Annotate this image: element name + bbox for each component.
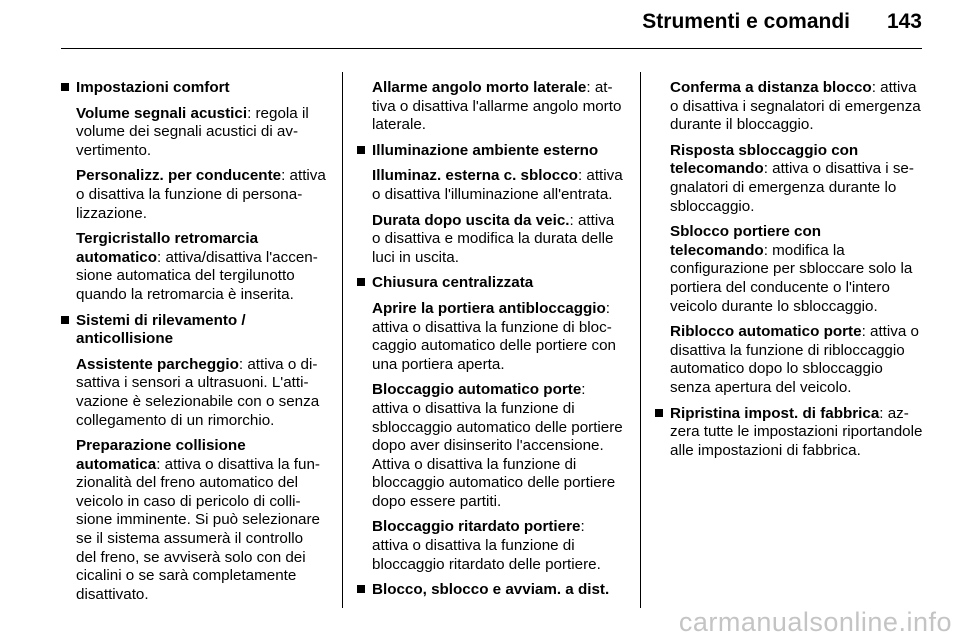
section-title: Blocco, sblocco e avviam. a dist. <box>372 581 610 599</box>
setting-entry <box>372 381 624 511</box>
setting-entry <box>655 142 923 216</box>
bullet-icon <box>357 146 365 154</box>
column-divider <box>342 72 343 608</box>
setting-term: Riblocco automatico porte <box>670 323 862 341</box>
setting-description: : attiva o disattiva la funzione di personalizzazione. <box>76 167 326 222</box>
setting-description: : attiva o disattiva la funzionalità del freno automatico del veicolo in caso di pericolo di collisione imminente. Si può selezionare se il sistema assumerà il controllo del freno, se avviserà solo con dei cicalini o se sarà completamente disattivato. <box>76 455 320 603</box>
setting-entry <box>76 437 326 604</box>
section-title: Illuminazione ambiente esterno <box>372 141 599 159</box>
section-title: Ripristina impost. di fabbrica <box>670 404 880 422</box>
setting-term: Assistente parcheggio <box>76 355 239 373</box>
setting-entry <box>76 356 326 430</box>
bullet-icon <box>61 316 69 324</box>
page-number: 143 <box>886 10 922 33</box>
setting-term: Risposta sbloccaggio con telecomando <box>670 141 859 178</box>
section-title: Sistemi di rilevamento / anticollisione <box>76 311 246 348</box>
setting-term: Personalizz. per conducente <box>76 167 282 185</box>
setting-entry <box>76 230 326 304</box>
setting-description: : attiva o disattiva l'allarme angolo morto laterale. <box>372 79 622 134</box>
text-column-3 <box>655 79 923 467</box>
setting-description: : attiva o disattiva l'illuminazione all'entrata. <box>372 167 623 203</box>
bullet-icon <box>357 585 365 593</box>
text-column-1 <box>61 79 326 611</box>
section-exterior-lighting <box>357 142 624 268</box>
setting-entry <box>372 212 624 268</box>
setting-term: Tergicristallo retromarcia automatico <box>76 230 259 266</box>
section-detection <box>61 312 326 605</box>
bullet-icon <box>357 278 365 286</box>
setting-description: : attiva/disattiva l'accensione automatica del tergilunotto quando la retromarcia è inserita. <box>76 248 318 303</box>
setting-term: Aprire la portiera antibloccaggio <box>372 299 606 317</box>
setting-description: : attiva o disattiva i sensori a ultrasuoni. L'attivazione è selezionabile con o senza collegamento di un rimorchio. <box>76 355 320 429</box>
setting-description: : attiva o disattiva e modifica la durata delle luci in uscita. <box>372 211 615 266</box>
column-divider <box>640 72 641 608</box>
setting-entry <box>357 79 624 135</box>
setting-description: : attiva o disattiva i segnalatori di emergenza durante lo sbloccaggio. <box>670 160 914 215</box>
section-central-locking <box>357 274 624 574</box>
setting-entry <box>372 300 624 374</box>
header-divider <box>61 48 922 49</box>
setting-term: Durata dopo uscita da veic. <box>372 211 570 229</box>
setting-entry <box>76 167 326 223</box>
section-title: Chiusura centralizzata <box>372 274 534 292</box>
section-remote-lock <box>357 581 624 600</box>
setting-term: Allarme angolo morto laterale <box>372 79 587 96</box>
setting-description: : attiva o disattiva la funzione di ribloccaggio automatico dopo lo sbloccaggio senza apertura del veicolo. <box>670 323 919 396</box>
setting-description: : azzera tutte le impostazioni riportandole alle impostazioni di fabbrica. <box>670 404 923 459</box>
watermark: carmanualsonline.info <box>678 607 952 637</box>
setting-entry <box>76 105 326 161</box>
section-factory-reset <box>655 405 923 461</box>
setting-term: Bloccaggio automatico porte <box>372 381 582 399</box>
setting-term: Bloccaggio ritardato portiere <box>372 518 581 536</box>
bullet-icon <box>655 409 663 417</box>
setting-description: : attiva o disattiva la funzione di bloccaggio automatico delle portiere con una portiera aperta. <box>372 299 616 373</box>
bullet-icon <box>61 83 69 91</box>
setting-term: Volume segnali acustici <box>76 104 248 122</box>
setting-entry <box>372 167 624 204</box>
setting-description: : attiva o disattiva i segnalatori di emergenza durante il bloccaggio. <box>670 79 921 134</box>
setting-term: Sblocco portiere con telecomando <box>670 223 822 259</box>
setting-description: : attiva o disattiva la funzione di sbloccaggio automatico delle portiere dopo aver disinserito l'accensione. Attiva o disattiva la funzione di bloccaggio automatico delle portiere dopo essere partiti. <box>372 381 623 510</box>
setting-description: : regola il volume dei segnali acustici di avvertimento. <box>76 104 309 159</box>
section-title: Impostazioni comfort <box>76 79 230 96</box>
text-column-2 <box>357 79 624 607</box>
setting-entry <box>372 518 624 574</box>
setting-entry <box>655 323 923 397</box>
setting-term: Conferma a distanza blocco <box>670 79 872 96</box>
setting-entry <box>655 79 923 135</box>
setting-entry <box>655 223 923 316</box>
setting-description: : attiva o disattiva la funzione di bloccaggio ritardato delle portiere. <box>372 518 601 573</box>
setting-term: Illuminaz. esterna c. sblocco <box>372 167 578 185</box>
setting-term: Preparazione collisione automatica <box>76 437 246 473</box>
setting-description: : modifica la configurazione per sbloccare solo la portiera del conducente o l'intero veicolo durante lo sbloccaggio. <box>670 241 913 315</box>
page-header-title: Strumenti e comandi <box>642 10 850 33</box>
section-comfort <box>61 79 326 305</box>
